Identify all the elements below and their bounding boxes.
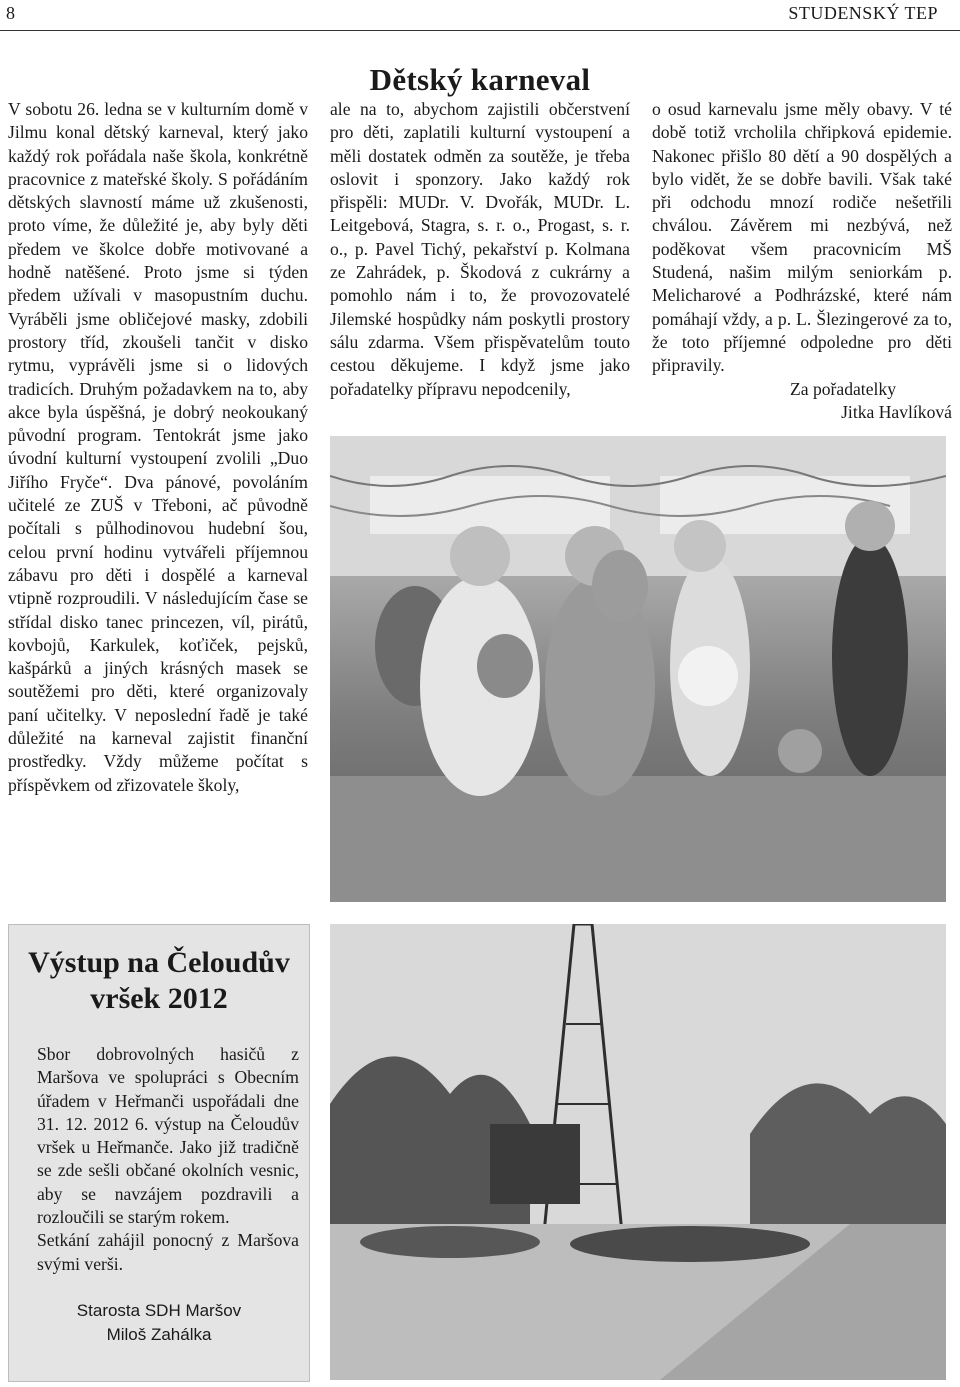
article-text-middle: ale na to, abychom zajistili občerstvení pro děti, zaplatili kulturní vystoupení a měli dostatek odměn za soutěže, je třeba oslovit i sponzory. Jako každý rok přispěli: MUDr. V. Dvořák, MUDr. L. Leitgebová, Stagra, s. r. o., Progast, s. r. o., p. Pavel Tichý, pekařství p. Kolmana ze Zahrádek, p. Škodová z cukrárny a pomohlo nám i to, že provozovatelé Jilemské hospůdky nám poskytli prostory sálu zdarma. Všem přispěvatelům touto cestou děkujeme. I když jsme jako pořadatelky přípravu nepodcenily, [330, 99, 630, 399]
article-text-left: V sobotu 26. ledna se v kulturním domě v Jilmu konal dětský karneval, který jako každý rok pořádala naše škola, konkrétně pracovnice z mateřské školy. S pořádáním dětských slavností máme už zkušenosti, proto víme, že důležité je, aby byly děti předem ve školce dobře motivované a hodně natěšené. Proto jsme si týden předem užívali v masopustním duchu. Vyráběli jsme obličejové masky, zdobili prostory tříd, zkoušeli tančit v disko rytmu, vyprávěli jsme si o lidových tradicích. Druhým požadavkem na to, aby akce byla úspěšná, je dobrý neokoukaný původní program. Tentokrát jsme jako úvodní kulturní vystoupení zvolili „Duo Jiřího Fryče“. Dva pánové, povoláním učitelé ze ZUŠ v Třeboni, ač původně počítali s půlhodinovou hudební šou, celou první hodinu vytvářeli příjemnou zábavu pro děti i dospělé a karneval vtipně rozproudili. V následujícím čase se střídal disko tanec princezen, víl, pirátů, kovbojů, Karkulek, koťiček, pejsků, kašpárků a jiných krásných masek se soutěžemi pro děti, které organizovaly paní učitelky. V neposlední řadě je také důležité na karneval zajistit finanční prostředky. Vždy můžeme počítat s příspěvkem od zřizovatele školy, [8, 99, 308, 795]
signature-role: Za pořadatelky [789, 378, 896, 399]
article-title: Dětský karneval [369, 62, 591, 97]
page-number: 8 [6, 3, 15, 23]
sidebar-article-box [8, 924, 310, 1382]
article-signature [652, 378, 952, 425]
signature-name: Jitka Havlíková [841, 401, 952, 422]
running-title: STUDENSKÝ TEP [788, 3, 938, 23]
sidebar-paragraph: Setkání zahájil ponocný z Maršova svými verši. [37, 1230, 299, 1274]
sidebar-article-body [37, 1043, 299, 1276]
page-header [0, 0, 960, 30]
header-divider [0, 30, 960, 31]
hilltop-photo-image [330, 924, 946, 1380]
carnival-photo-image [330, 436, 946, 902]
article-column-middle [330, 98, 630, 401]
sidebar-paragraph: Sbor dobrovolných hasičů z Maršova ve spolupráci s Obecním úřadem v Heřmanči uspořádali dne 31. 12. 2012 6. výstup na Čeloudův vršek u Heřmanče. Jako již tradičně se zde sešli občané okolních vesnic, aby se navzájem pozdravili a rozloučili se starým rokem. [37, 1044, 299, 1228]
sidebar-signature-name: Miloš Zahálka [106, 1325, 212, 1344]
carnival-photo [330, 436, 946, 902]
sidebar-signature-role: Starosta SDH Maršov [76, 1301, 242, 1320]
hilltop-photo [330, 924, 946, 1380]
article-column-left [8, 98, 308, 797]
sidebar-article-title: Výstup na Čeloudův vršek 2012 [28, 946, 290, 1015]
sidebar-signature [9, 1299, 309, 1347]
article-text-right: o osud karnevalu jsme měly obavy. V té době totiž vrcholila chřipková epidemie. Nakonec přišlo 80 dětí a 90 dospělých a bylo vidět, že se dobře bavili. Však také při odchodu mnozí rodiče nešetřili chválou. Závěrem mi nezbývá, než poděkovat všem pracovnicím MŠ Studená, našim milým seniorkám p. Melicharové a Podhrázské, které nám pomáhají vždy, a p. L. Šlezingerové za to, že toto příjemné odpoledne pro děti připravily. [652, 99, 952, 376]
article-column-right [652, 98, 952, 424]
